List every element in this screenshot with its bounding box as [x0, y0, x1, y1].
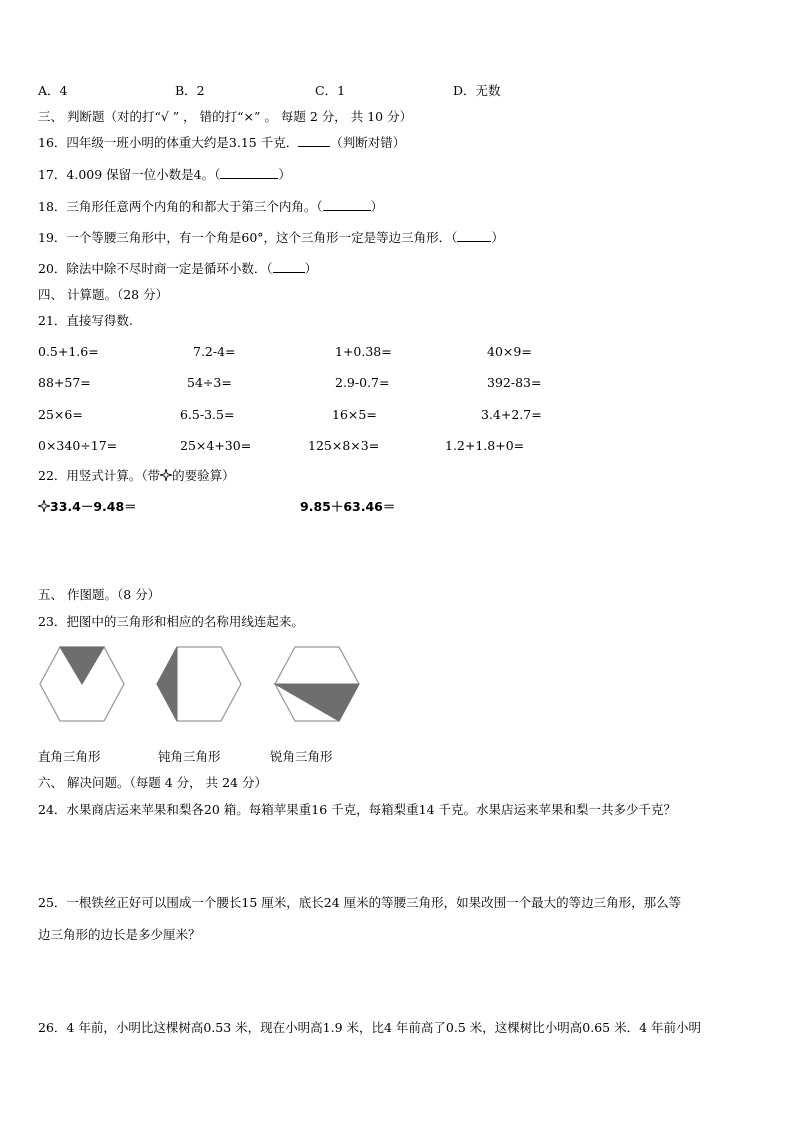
question-25-line-1: 25．一根铁丝正好可以围成一个腰长15 厘米，底长24 厘米的等腰三角形，如果改围一个最大的等边三角形，那么等: [38, 895, 682, 910]
calc-item: 1+0.38=: [335, 344, 392, 359]
calc-item: 3.4+2.7=: [481, 407, 542, 422]
section-6-title: 六、 解决问题。（每题 4 分， 共 24 分）: [38, 775, 267, 790]
calc-item: 0.5+1.6=: [38, 344, 99, 359]
calc-item: 1.2+1.8+0=: [445, 438, 525, 453]
question-22-title-post: 的要验算）: [172, 468, 235, 483]
question-19: [38, 230, 504, 246]
question-17-text: 17．4.009 保留一位小数是4。（: [38, 167, 221, 182]
calc-item: 0×340÷17=: [38, 438, 118, 453]
question-20-text: 20．除法中除不尽时商一定是循环小数．（: [38, 261, 273, 276]
question-16-text: 16．四年级一班小明的体重大约是3.15 千克．: [38, 135, 299, 150]
question-22-title: [38, 468, 235, 484]
calc-item: 7.2-4=: [193, 344, 236, 359]
option-c: C．1: [315, 83, 346, 98]
label-acute-triangle: 锐角三角形: [270, 749, 333, 764]
question-20: [38, 261, 317, 277]
calc-item: 392-83=: [487, 375, 542, 390]
question-23-title: 23．把图中的三角形和相应的名称用线连起来。: [38, 614, 304, 629]
answer-blank[interactable]: [457, 230, 491, 242]
option-a: A．4: [38, 83, 68, 98]
question-22-expr-2: 9.85＋63.46＝: [300, 499, 396, 514]
section-5-title: 五、 作图题。（8 分）: [38, 587, 161, 602]
calc-item: 40×9=: [487, 344, 532, 359]
hexagon-right-triangle-figure: [38, 645, 126, 723]
section-3-title: 三、 判断题（对的打“√ ” ， 错的打“×” 。 每题 2 分， 共 10 分）: [38, 109, 413, 124]
answer-blank[interactable]: [323, 199, 371, 211]
label-obtuse-triangle: 钝角三角形: [158, 749, 221, 764]
question-22-expr-1: [38, 499, 137, 515]
calc-item: 25×6=: [38, 407, 83, 422]
question-18-suffix: ）: [370, 199, 384, 214]
calc-item: 16×5=: [332, 407, 377, 422]
question-19-suffix: ）: [491, 230, 504, 245]
verify-star-icon: [160, 469, 172, 481]
question-26: 26．4 年前，小明比这棵树高0.53 米，现在小明高1.9 米，比4 年前高了0.5 米，这棵树比小明高0.65 米．4 年前小明: [38, 1020, 702, 1035]
calc-item: 125×8×3=: [308, 438, 380, 453]
option-d: D．无数: [453, 83, 501, 98]
hexagon-obtuse-triangle-figure: [155, 645, 243, 723]
question-20-suffix: ）: [304, 261, 318, 276]
question-22-title-pre: 22．用竖式计算。（带: [38, 468, 161, 483]
question-17: [38, 167, 291, 183]
question-18: [38, 199, 383, 215]
question-25-line-2: 边三角形的边长是多少厘米？: [38, 927, 201, 942]
question-16-suffix: （判断对错）: [330, 135, 406, 150]
calc-item: 6.5-3.5=: [180, 407, 235, 422]
question-16: [38, 135, 405, 151]
calc-item: 88+57=: [38, 375, 91, 390]
answer-blank[interactable]: [273, 261, 305, 273]
calc-item: 25×4+30=: [180, 438, 252, 453]
question-21-title: 21．直接写得数.: [38, 313, 133, 328]
section-4-title: 四、 计算题。（28 分）: [38, 287, 169, 302]
question-17-suffix: ）: [278, 167, 291, 182]
label-right-triangle: 直角三角形: [38, 749, 101, 764]
question-18-text: 18．三角形任意两个内角的和都大于第三个内角。（: [38, 199, 323, 214]
calc-item: 2.9-0.7=: [335, 375, 390, 390]
calc-item: 54÷3=: [187, 375, 232, 390]
verify-star-icon: [38, 500, 50, 512]
answer-blank[interactable]: [298, 135, 330, 147]
question-24: 24．水果商店运来苹果和梨各20 箱。每箱苹果重16 千克，每箱梨重14 千克。水果店运来苹果和梨一共多少千克？: [38, 802, 677, 817]
question-19-text: 19．一个等腰三角形中，有一个角是60°，这个三角形一定是等边三角形．（: [38, 230, 458, 245]
answer-blank[interactable]: [220, 167, 278, 179]
expr-1-text: 33.4－9.48＝: [50, 499, 137, 514]
hexagon-acute-triangle-figure: [273, 645, 361, 723]
option-b: B．2: [175, 83, 205, 98]
